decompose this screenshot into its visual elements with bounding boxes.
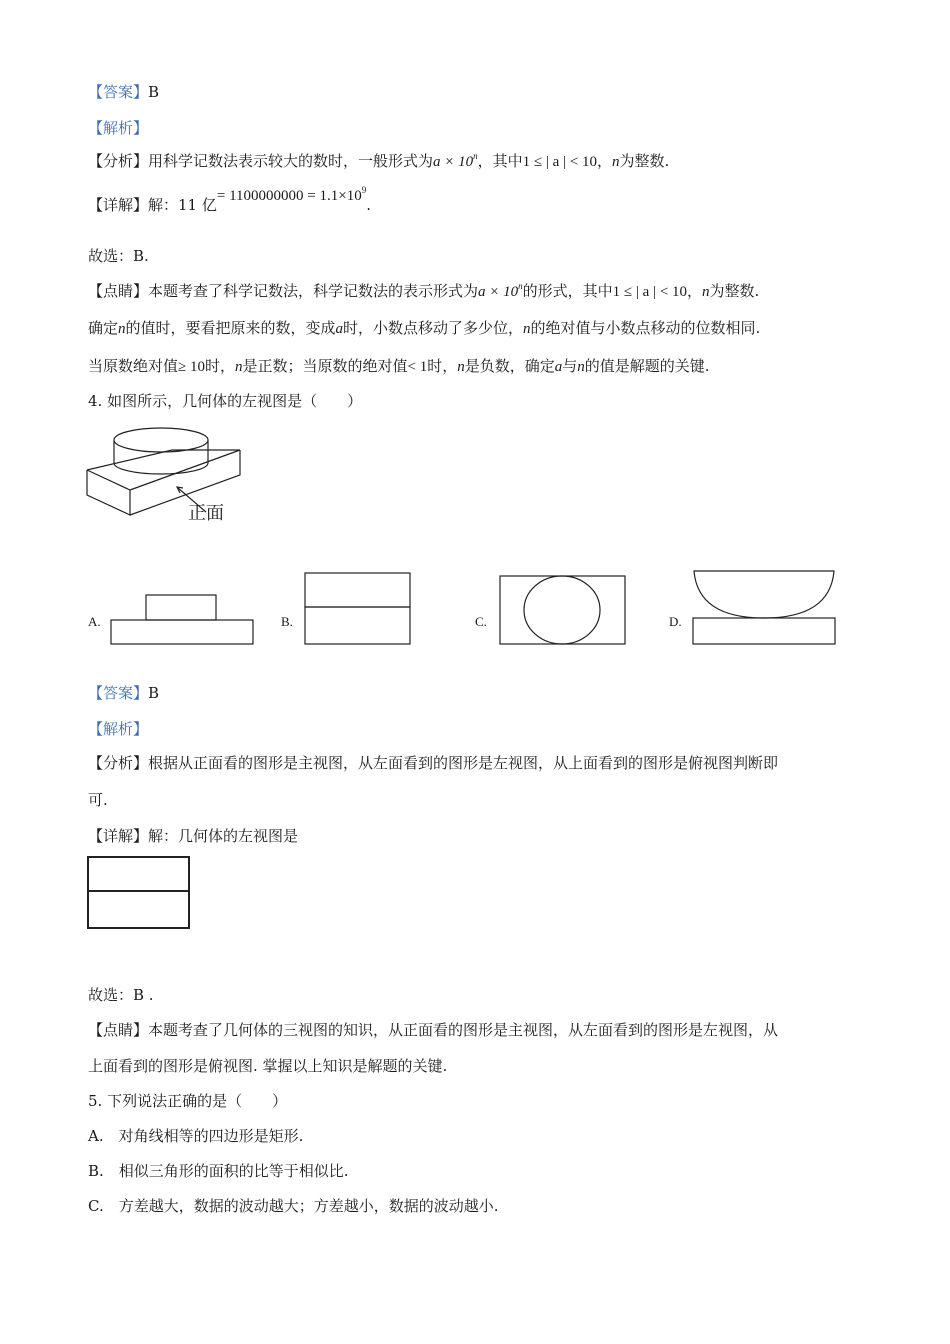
fenxi-text: 根据从正面看的图形是主视图，从左面看到的图形是左视图，从上面看到的图形是俯视图判断即: [148, 754, 779, 772]
dianjing-text: 时，小数点移动了多少位，: [343, 319, 524, 337]
q5-option-b: [88, 1161, 349, 1181]
inequality: < 1: [407, 359, 428, 375]
q3-answer-line: [88, 82, 159, 102]
dianjing-text: 为整数.: [709, 282, 760, 300]
answer-value: B: [148, 83, 160, 101]
formula: a × 10: [478, 284, 519, 300]
var-n: n: [118, 321, 126, 337]
q3-dianjing-line-1: [88, 281, 759, 302]
var-n: n: [235, 359, 243, 375]
detail-text: 解：11 亿: [148, 196, 217, 214]
q4-analysis-line: [88, 719, 148, 739]
analysis-tag: 【解析】: [88, 720, 149, 738]
option-text: C. 方差越大，数据的波动越大；方差越小，数据的波动越小.: [88, 1197, 499, 1215]
var-n: n: [577, 359, 585, 375]
option-c-figure: [499, 575, 627, 646]
detail-text: 解：几何体的左视图是: [148, 827, 299, 845]
dianjing-text: ，: [687, 282, 703, 300]
dianjing-text: 当原数绝对值: [88, 357, 179, 375]
analysis-tag: 【解析】: [88, 119, 149, 137]
exponent: 9: [361, 185, 367, 195]
q3-dianjing-line-3: [88, 356, 710, 377]
equation-text: = 1100000000 = 1.1×10: [216, 188, 362, 204]
dianjing-text: 本题考查了科学记数法，科学记数法的表示形式为: [148, 282, 479, 300]
q3-choose-line: [88, 246, 149, 266]
answer-value: B: [148, 684, 160, 702]
detail-tag: 【详解】: [88, 196, 149, 214]
option-b-label: B.: [281, 614, 293, 629]
q4-fenxi-line-2: [88, 790, 108, 810]
q4-detail-line: [88, 826, 298, 846]
var-n: n: [702, 284, 710, 300]
q4-dianjing-line-1: [88, 1020, 778, 1040]
fenxi-tag: 【分析】: [88, 152, 149, 170]
option-text: A. 对角线相等的四边形是矩形.: [88, 1127, 304, 1145]
equation: [216, 185, 367, 204]
answer-tag: 【答案】: [88, 684, 149, 702]
answer-left-view-figure: [87, 856, 191, 930]
var-a: a: [335, 321, 344, 337]
question-stem: 4. 如图所示，几何体的左视图是（ ）: [88, 392, 363, 410]
dianjing-text: 的值时，要看把原来的数，变成: [125, 319, 336, 337]
dianjing-text: 是正数；当原数的绝对值: [242, 357, 408, 375]
option-c-label: C.: [475, 614, 487, 629]
dianjing-text: 是负数，确定: [464, 357, 555, 375]
dianjing-tag: 【点睛】: [88, 282, 149, 300]
fenxi-text: ，: [597, 152, 613, 170]
slab-outline: [80, 418, 280, 528]
front-label: 正面: [188, 503, 224, 524]
q3-dianjing-line-2: [88, 318, 760, 339]
exponent: n: [518, 281, 523, 291]
option-d-figure: [692, 570, 838, 646]
q4-stem: [88, 391, 362, 411]
q3-analysis-line: [88, 118, 148, 138]
range: 1 ≤ | a | < 10: [612, 284, 688, 300]
option-d-label: D.: [669, 614, 682, 629]
dianjing-text: 时，: [427, 357, 458, 375]
q5-option-a: [88, 1126, 303, 1146]
inequality: ≥ 10: [178, 359, 205, 375]
q4-dianjing-line-2: [88, 1056, 447, 1076]
q4-fenxi-line-1: [88, 753, 778, 773]
dianjing-text: 确定: [88, 319, 119, 337]
var-n: n: [612, 154, 620, 170]
fenxi-text: ，其中: [477, 152, 523, 170]
fenxi-text: 为整数.: [619, 152, 670, 170]
q4-choose-line: [88, 985, 154, 1005]
dianjing-text: 的绝对值与小数点移动的位数相同.: [530, 319, 761, 337]
fenxi-tag: 【分析】: [88, 754, 149, 772]
fenxi-text: 可.: [88, 791, 108, 809]
var-a: a: [554, 359, 563, 375]
option-a-figure: [110, 594, 256, 646]
dianjing-text: 的形式，其中: [522, 282, 613, 300]
q4-answer-line: [88, 683, 159, 703]
dianjing-tag: 【点睛】: [88, 1021, 149, 1039]
dianjing-text: 的值是解题的关键.: [584, 357, 710, 375]
var-n: n: [523, 321, 531, 337]
dianjing-text: 与: [562, 357, 578, 375]
q5-stem: [88, 1091, 287, 1111]
option-text: B. 相似三角形的面积的比等于相似比.: [88, 1162, 349, 1180]
q5-option-c: [88, 1196, 498, 1216]
option-b-figure: [304, 572, 412, 646]
range: 1 ≤ | a | < 10: [522, 154, 598, 170]
question-stem: 5. 下列说法正确的是（ ）: [88, 1092, 288, 1110]
option-a-label: A.: [88, 614, 101, 629]
dianjing-text: 上面看到的图形是俯视图. 掌握以上知识是解题的关键.: [88, 1057, 448, 1075]
formula: a × 10: [433, 154, 474, 170]
q3-fenxi-line: [88, 151, 669, 172]
choose-text: 故选：B.: [88, 247, 149, 265]
var-n: n: [457, 359, 465, 375]
exponent: n: [473, 151, 478, 161]
answer-tag: 【答案】: [88, 83, 149, 101]
detail-text: .: [366, 196, 371, 214]
choose-text: 故选：B .: [88, 986, 154, 1004]
fenxi-text: 用科学记数法表示较大的数时，一般形式为: [148, 152, 434, 170]
detail-tag: 【详解】: [88, 827, 149, 845]
dianjing-text: 本题考查了几何体的三视图的知识，从正面看的图形是主视图，从左面看到的图形是左视图，从: [148, 1021, 779, 1039]
dianjing-text: 时，: [205, 357, 236, 375]
q3-detail-line: [88, 185, 371, 216]
